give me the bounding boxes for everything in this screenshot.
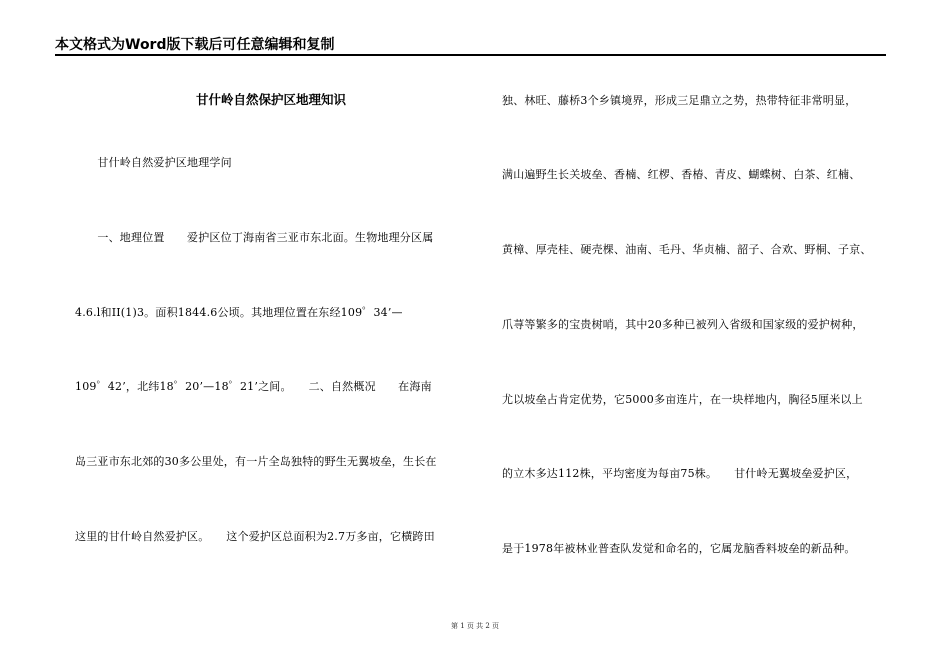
right-column-line: 黄樟、厚壳桂、硬壳棵、油南、毛丹、华贞楠、韶子、合欢、野桐、子京、 xyxy=(502,243,872,256)
right-column-line: 的立木多达112株，平均密度为每亩75株。 甘什岭无翼坡垒爱护区， xyxy=(502,467,858,480)
right-column-line: 是于1978年被林业普查队发觉和命名的，它属龙脑香料坡垒的新品种。 xyxy=(502,542,856,555)
left-column-line: 4.6.l和II(1)3。面积1844.6公顷。其地理位置在东经109゜34’— xyxy=(75,306,403,319)
left-column-line: 岛三亚市东北郊的30多公里处，有一片全岛独特的野生无翼坡垒，生长在 xyxy=(75,455,437,468)
left-column-line: 一、地理位置 爱护区位丁海南省三亚市东北面。生物地理分区属 xyxy=(75,231,434,244)
document-header: 本文格式为Word版下载后可任意编辑和复制 xyxy=(55,37,335,53)
left-column-line: 这里的甘什岭自然爱护区。 这个爱护区总面积为2.7万多亩，它横跨田 xyxy=(75,530,435,543)
right-column-line: 尤以坡垒占肯定优势，它5000多亩连片，在一块样地内，胸径5厘米以上 xyxy=(502,393,863,406)
left-column-line: 109゜42’，北纬18゜20’—18゜21’之间。 二、自然概况 在海南 xyxy=(75,380,432,393)
document-title: 甘什岭自然保护区地理知识 xyxy=(195,92,346,107)
right-column-line: 满山遍野生长关坡垒、香楠、红椤、香椿、青皮、蝴蝶树、白茶、红楠、 xyxy=(502,168,861,181)
right-column-line: 爪荨等繁多的宝贵树哨，其中20多种已被列入省级和国家级的爱护树种， xyxy=(502,318,864,331)
header-divider xyxy=(55,54,886,56)
left-column-line: 甘什岭自然爱护区地理学问 xyxy=(75,156,232,169)
page-number: 第 1 页 共 2 页 xyxy=(450,622,500,630)
right-column-line: 独、林旺、藤桥3个乡镇境界，形成三足鼎立之势，热带特征非常明显， xyxy=(502,94,857,107)
